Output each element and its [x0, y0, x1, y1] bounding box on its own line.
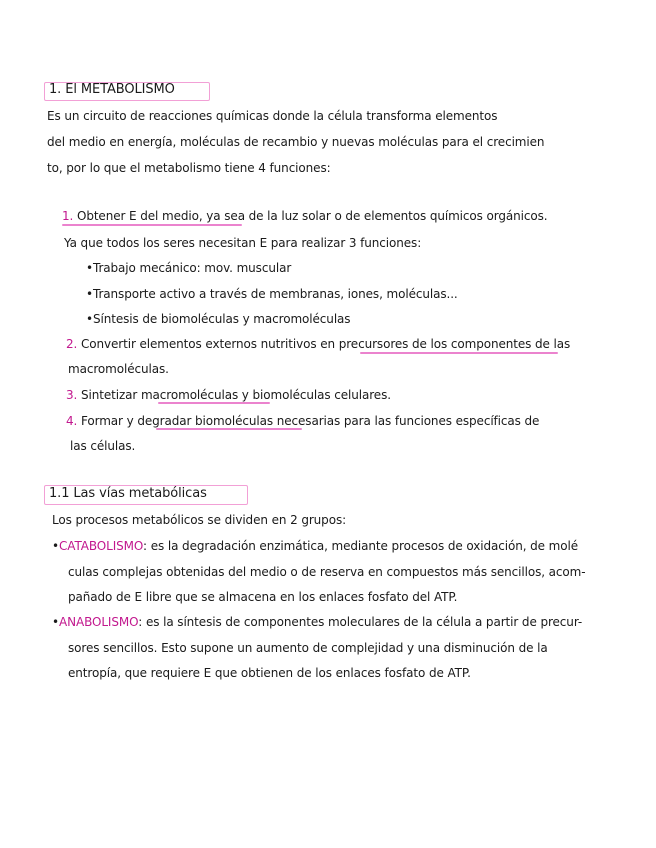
- function-item: [66, 413, 539, 429]
- function-number: 2.: [66, 337, 78, 351]
- group-term: ANABOLISMO: [58, 615, 139, 629]
- function-text: Sintetizar macromoléculas y biomoléculas celulares.: [80, 388, 391, 402]
- section-title: 1.1 Las vías metabólicas: [49, 486, 207, 501]
- group-text-cont: sores sencillos. Esto supone un aumento de complejidad y una disminución de la: [68, 641, 548, 655]
- highlight-underline: [62, 224, 242, 226]
- function-item: [62, 208, 548, 224]
- function-number: 1.: [62, 209, 74, 223]
- function-text-cont: Ya que todos los seres necesitan E para realizar 3 funciones:: [64, 236, 422, 250]
- group-item: [52, 614, 582, 630]
- group-text-cont: pañado de E libre que se almacena en los enlaces fosfato del ATP.: [68, 590, 458, 604]
- bullet-icon: •: [86, 261, 93, 275]
- group-text: : es la síntesis de componentes moleculares de la célula a partir de precur-: [138, 615, 583, 629]
- function-text: Convertir elementos externos nutritivos en precursores de los componentes de las: [80, 337, 571, 351]
- bullet-item: [86, 311, 350, 327]
- function-item: [66, 336, 570, 352]
- function-number: 3.: [66, 388, 78, 402]
- function-text: Obtener E del medio, ya sea de la luz solar o de elementos químicos orgánicos.: [76, 209, 548, 223]
- group-item: [52, 538, 578, 554]
- group-term: CATABOLISMO: [58, 539, 144, 553]
- intro-line: del medio en energía, moléculas de recambio y nuevas moléculas para el crecimien: [47, 135, 545, 149]
- function-item: [66, 387, 391, 403]
- bullet-text: Síntesis de biomoléculas y macromoléculas: [92, 312, 351, 326]
- bullet-item: [86, 286, 458, 302]
- section-intro: Los procesos metabólicos se dividen en 2 grupos:: [52, 513, 347, 527]
- group-text-cont: entropía, que requiere E que obtienen de los enlaces fosfato de ATP.: [68, 666, 471, 680]
- function-text-cont: las células.: [70, 439, 136, 453]
- group-text: : es la degradación enzimática, mediante procesos de oxidación, de molé: [143, 539, 579, 553]
- bullet-text: Trabajo mecánico: mov. muscular: [92, 261, 292, 275]
- bullet-item: [86, 260, 291, 276]
- group-text-cont: culas complejas obtenidas del medio o de reserva en compuestos más sencillos, acom-: [68, 565, 586, 579]
- bullet-icon: •: [52, 615, 59, 629]
- intro-line: Es un circuito de reacciones químicas donde la célula transforma elementos: [47, 109, 498, 123]
- bullet-icon: •: [52, 539, 59, 553]
- bullet-icon: •: [86, 287, 93, 301]
- section-title: 1. El METABOLISMO: [49, 82, 175, 97]
- function-text: Formar y degradar biomoléculas necesarias para las funciones específicas de: [80, 414, 540, 428]
- bullet-text: Transporte activo a través de membranas, iones, moléculas...: [92, 287, 458, 301]
- highlight-underline: [360, 352, 558, 354]
- intro-line: to, por lo que el metabolismo tiene 4 funciones:: [47, 161, 331, 175]
- function-number: 4.: [66, 414, 78, 428]
- function-text-cont: macromoléculas.: [68, 362, 169, 376]
- bullet-icon: •: [86, 312, 93, 326]
